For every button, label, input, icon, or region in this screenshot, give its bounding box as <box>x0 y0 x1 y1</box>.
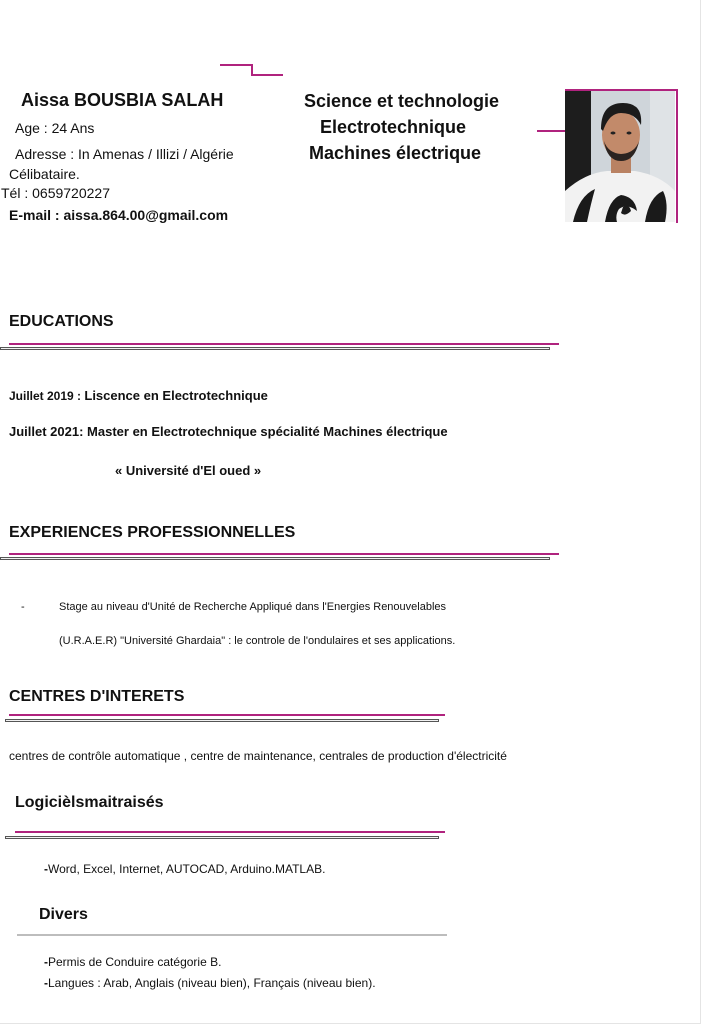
address: Adresse : In Amenas / Illizi / Algérie <box>15 146 234 162</box>
software-list: -Word, Excel, Internet, AUTOCAD, Arduino.MATLAB. <box>44 862 326 876</box>
section-rule <box>5 719 439 722</box>
field-domain: Science et technologie <box>304 91 500 111</box>
section-rule <box>0 557 550 560</box>
education-item <box>9 388 268 403</box>
header-decoration-line-2 <box>251 74 283 76</box>
education-degree: Liscence en Electrotechnique <box>84 388 268 403</box>
photo-frame <box>565 89 678 223</box>
divers-item: -Permis de Conduire catégorie B. <box>44 955 222 969</box>
field-speciality: Electrotechnique <box>320 117 467 137</box>
field-option: Machines électrique <box>309 143 482 163</box>
section-title-educations: EDUCATIONS <box>9 313 114 330</box>
interests-text: centres de contrôle automatique , centre de maintenance, centrales de production d'électricité <box>9 749 507 763</box>
section-rule <box>0 347 550 350</box>
software-text: Word, Excel, Internet, AUTOCAD, Arduino.MATLAB. <box>48 862 326 876</box>
section-title-software: Logicièlsmaitraisés <box>15 794 164 811</box>
divers-item-text: Langues : Arab, Anglais (niveau bien), Français (niveau bien). <box>48 976 376 990</box>
candidate-name: Aissa BOUSBIA SALAH <box>21 90 224 110</box>
age: Age : 24 Ans <box>15 120 95 136</box>
education-university: « Université d'El oued » <box>115 463 262 478</box>
experience-line: (U.R.A.E.R) "Université Ghardaia" : le controle de l'ondulaires et ses applications. <box>59 635 456 647</box>
education-date: Juillet 2019 : <box>9 389 85 403</box>
phone: Tél : 0659720227 <box>1 185 110 201</box>
email: E-mail : aissa.864.00@gmail.com <box>9 207 229 223</box>
divers-item: -Langues : Arab, Anglais (niveau bien), Français (niveau bien). <box>44 976 376 990</box>
education-degree: Master en Electrotechnique spécialité Machines électrique <box>87 424 448 439</box>
section-rule <box>17 934 447 936</box>
experience-bullet: - <box>21 601 25 613</box>
education-item <box>9 424 448 439</box>
section-title-divers: Divers <box>39 906 88 923</box>
education-date: Juillet 2021: <box>9 424 88 439</box>
section-rule-accent <box>9 343 559 345</box>
photo-decoration-line <box>537 130 565 132</box>
section-title-experiences: EXPERIENCES PROFESSIONNELLES <box>9 524 296 541</box>
section-rule <box>5 836 439 839</box>
experience-line: Stage au niveau d'Unité de Recherche Appliqué dans l'Energies Renouvelables <box>59 601 447 613</box>
section-title-interests: CENTRES D'INTERETS <box>9 688 185 705</box>
header-decoration-line <box>220 64 252 66</box>
marital-status: Célibataire. <box>9 166 80 182</box>
section-rule-accent <box>15 831 445 833</box>
divers-item-text: Permis de Conduire catégorie B. <box>48 955 222 969</box>
section-rule-accent <box>9 714 445 716</box>
section-rule-accent <box>9 553 559 555</box>
